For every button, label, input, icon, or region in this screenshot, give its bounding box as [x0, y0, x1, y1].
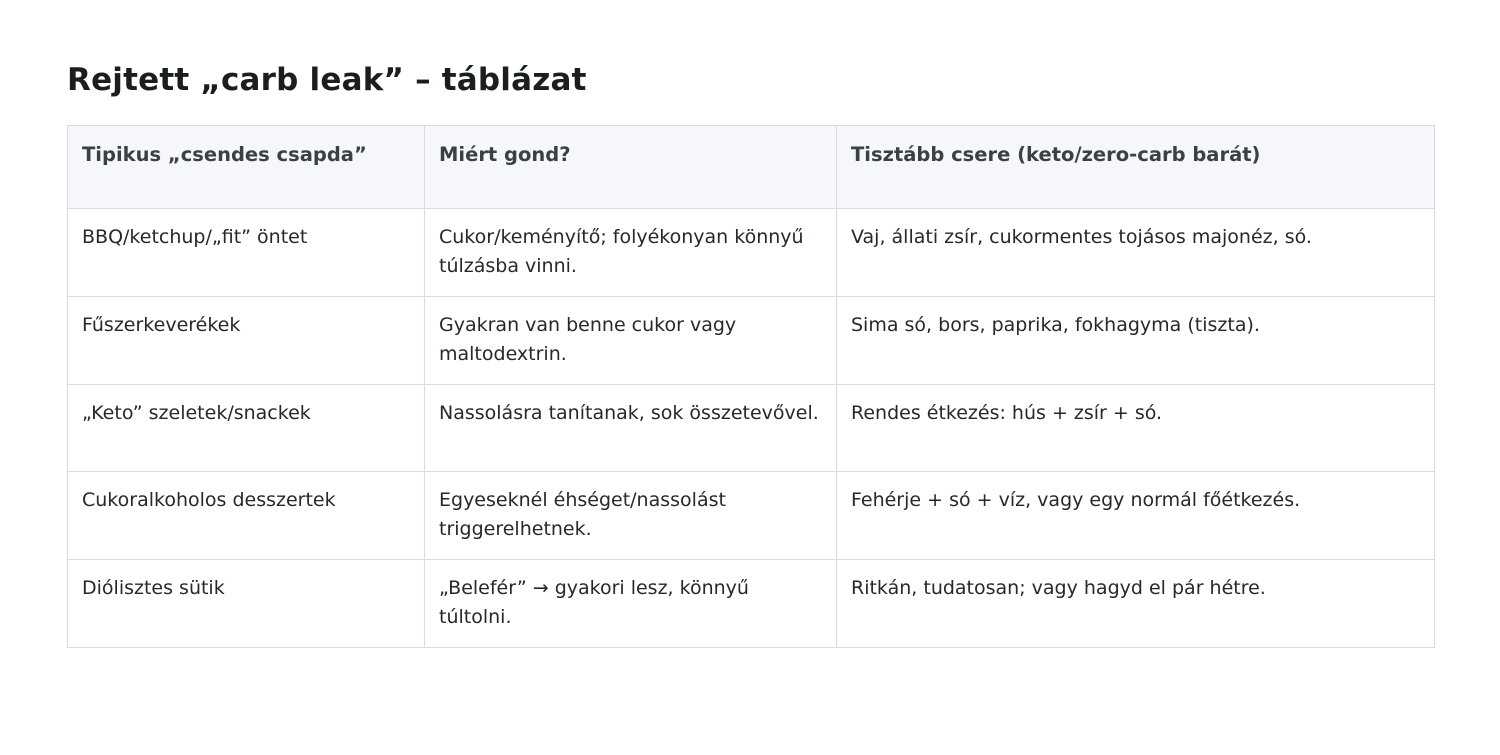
- table-cell: Vaj, állati zsír, cukormentes tojásos majonéz, só.: [837, 209, 1435, 297]
- table-cell: Diólisztes sütik: [68, 559, 425, 647]
- table-container: [67, 125, 1434, 648]
- table-cell: Sima só, bors, paprika, fokhagyma (tiszta).: [837, 296, 1435, 384]
- col-header-why-problem: Miért gond?: [425, 126, 837, 209]
- table-cell: Gyakran van benne cukor vagy maltodextrin.: [425, 296, 837, 384]
- table-body: [68, 209, 1435, 648]
- table-header-row: [68, 126, 1435, 209]
- table-cell: Cukoralkoholos desszertek: [68, 471, 425, 559]
- table-cell: Egyeseknél éhséget/nassolást triggerelhetnek.: [425, 471, 837, 559]
- col-header-quiet-trap: Tipikus „csendes csapda”: [68, 126, 425, 209]
- carb-leak-table: [67, 125, 1435, 648]
- table-cell: „Keto” szeletek/snackek: [68, 384, 425, 471]
- page-title: Rejtett „carb leak” – táblázat: [67, 62, 587, 98]
- table-cell: Rendes étkezés: hús + zsír + só.: [837, 384, 1435, 471]
- table-row: [68, 471, 1435, 559]
- table-row: [68, 209, 1435, 297]
- table-row: [68, 296, 1435, 384]
- table-row: [68, 384, 1435, 471]
- table-cell: Fűszerkeverékek: [68, 296, 425, 384]
- table-row: [68, 559, 1435, 647]
- table-cell: Fehérje + só + víz, vagy egy normál főétkezés.: [837, 471, 1435, 559]
- col-header-cleaner-swap: Tisztább csere (keto/zero-carb barát): [837, 126, 1435, 209]
- table-cell: Ritkán, tudatosan; vagy hagyd el pár hétre.: [837, 559, 1435, 647]
- table-cell: „Belefér” → gyakori lesz, könnyű túltolni.: [425, 559, 837, 647]
- table-cell: Nassolásra tanítanak, sok összetevővel.: [425, 384, 837, 471]
- table-cell: BBQ/ketchup/„fit” öntet: [68, 209, 425, 297]
- table-cell: Cukor/keményítő; folyékonyan könnyű túlzásba vinni.: [425, 209, 837, 297]
